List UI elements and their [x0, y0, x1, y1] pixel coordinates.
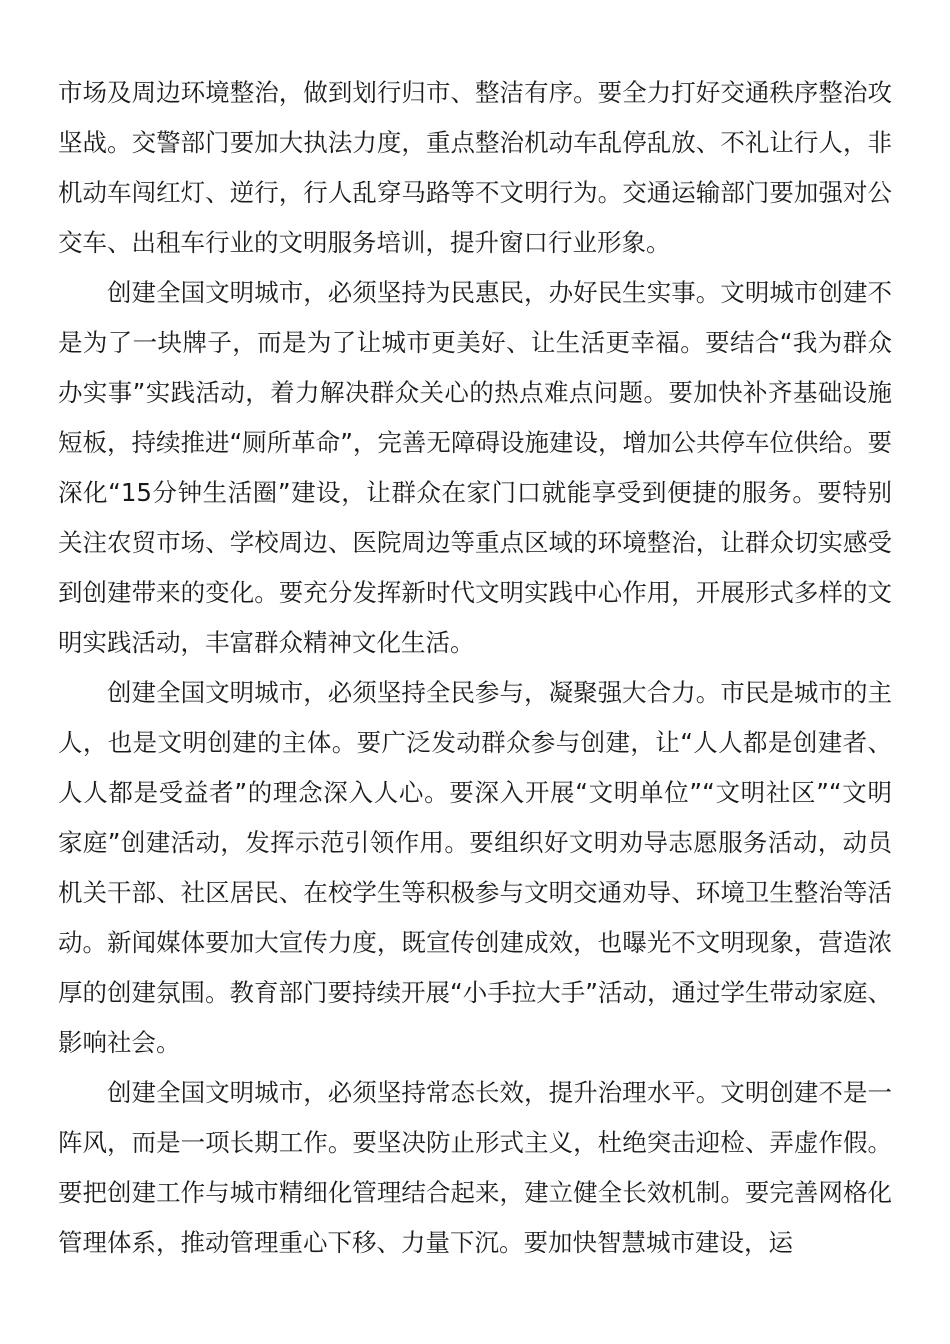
paragraph-public-participation: 创建全国文明城市，必须坚持全民参与，凝聚强大合力。市民是城市的主人，也是文明创建的主体。要广泛发动群众参与创建，让“人人都是创建者、人人都是受益者”的理念深入人心。要深入开展“文明单位”“文明社区”“文明家庭”创建活动，发挥示范引领作用。要组织好文明劝导志愿服务活动，动员机关干部、社区居民、在校学生等积极参与文明交通劝导、环境卫生整治等活动。新闻媒体要加大宣传力度，既宣传创建成效，也曝光不文明现象，营造浓厚的创建氛围。教育部门要持续开展“小手拉大手”活动，通过学生带动家庭、影响社会。 [58, 678, 892, 1057]
paragraph-people-benefit: 创建全国文明城市，必须坚持为民惠民，办好民生实事。文明城市创建不是为了一块牌子，而是为了让城市更美好、让生活更幸福。要结合“我为群众办实事”实践活动，着力解决群众关心的热点难点问题。要加快补齐基础设施短板，持续推进“厕所革命”，完善无障碍设施建设，增加公共停车位供给。要深化“15分钟生活圈”建设，让群众在家门口就能享受到便捷的服务。要特别关注农贸市场、学校周边、医院周边等重点区域的环境整治，让群众切实感受到创建带来的变化。要充分发挥新时代文明实践中心作用，开展形式多样的文明实践活动，丰富群众精神文化生活。 [58, 278, 892, 657]
paragraph-long-term-governance: 创建全国文明城市，必须坚持常态长效，提升治理水平。文明创建不是一阵风，而是一项长期工作。要坚决防止形式主义，杜绝突击迎检、弄虚作假。要把创建工作与城市精细化管理结合起来，建立健全长效机制。要完善网格化管理体系，推动管理重心下移、力量下沉。要加快智慧城市建设，运 [58, 1078, 892, 1257]
paragraph-traffic-order: 市场及周边环境整治，做到划行归市、整洁有序。要全力打好交通秩序整治攻坚战。交警部门要加大执法力度，重点整治机动车乱停乱放、不礼让行人，非机动车闯红灯、逆行，行人乱穿马路等不文明行为。交通运输部门要加强对公交车、出租车行业的文明服务培训，提升窗口行业形象。 [58, 78, 892, 257]
document-page [58, 68, 892, 1268]
